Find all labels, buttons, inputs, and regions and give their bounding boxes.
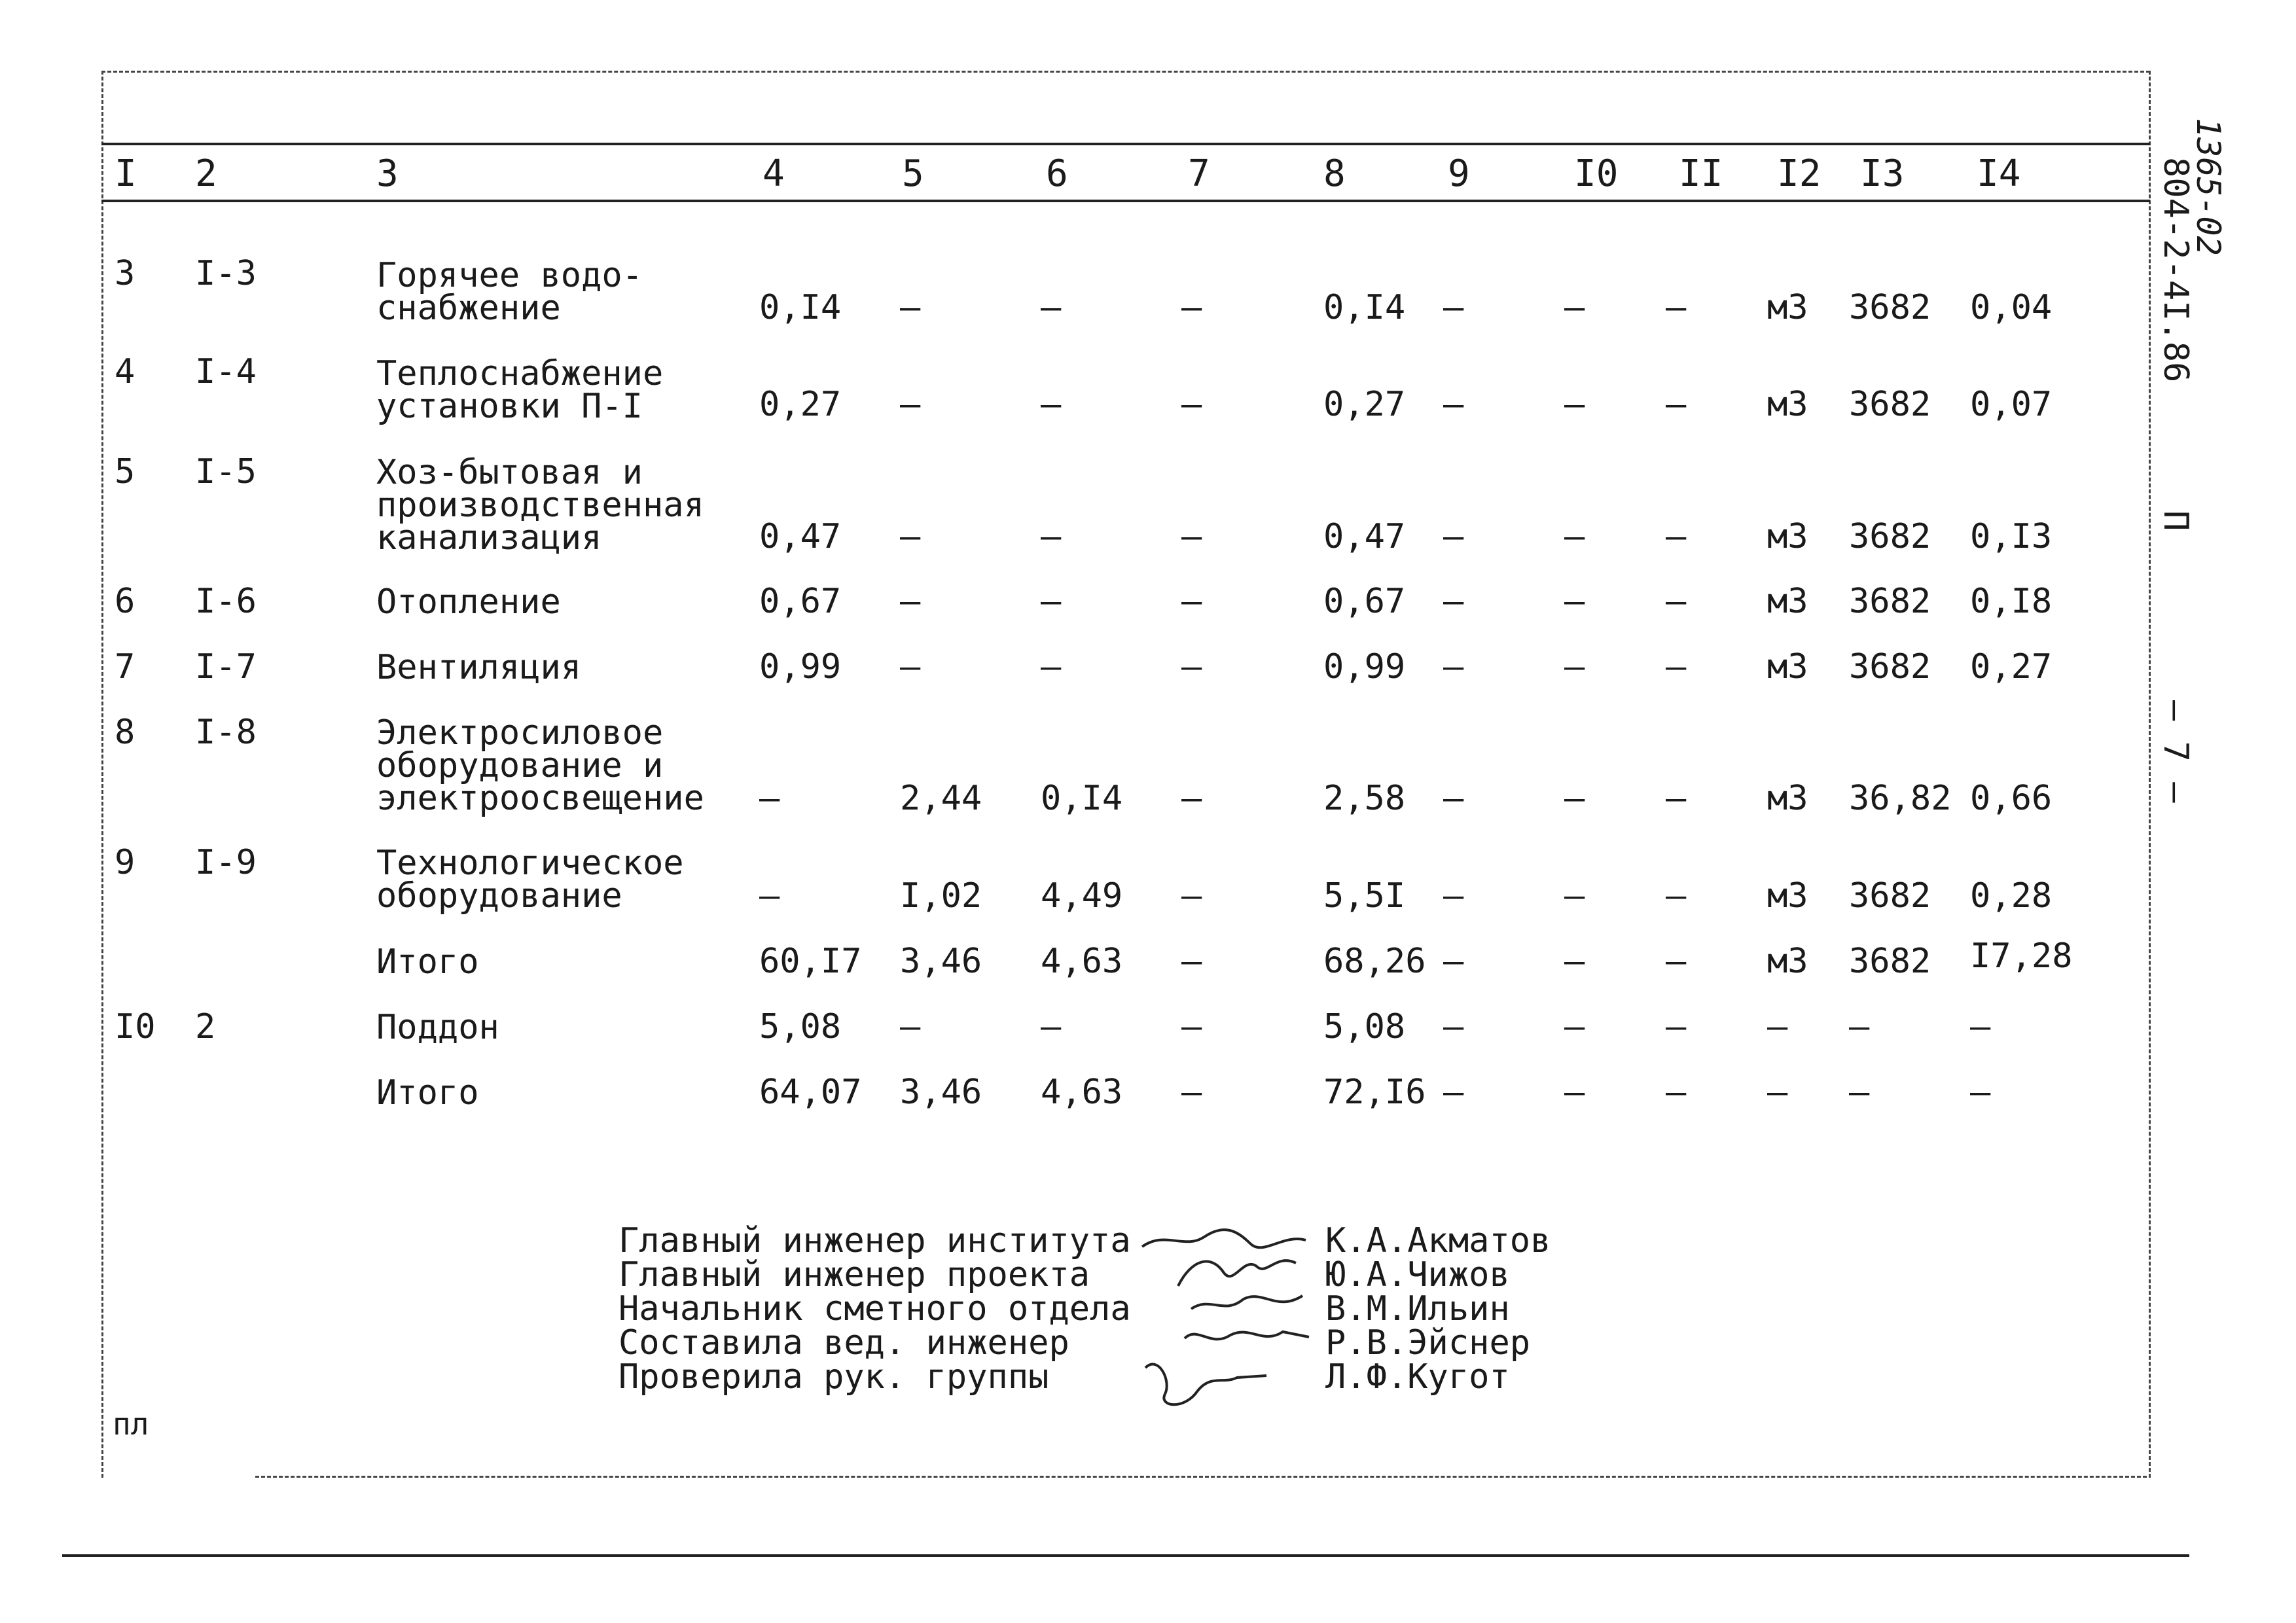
- row-code: I-8: [195, 713, 257, 752]
- section-mark: П: [2156, 510, 2195, 531]
- signer-name: Р.В.Эйснер: [1325, 1323, 1531, 1363]
- signer-role: Главный инженер проекта: [619, 1255, 1090, 1294]
- value-col-6: –: [1041, 288, 1062, 327]
- value-col-5: I,02: [900, 876, 982, 916]
- value-col-11: –: [1666, 385, 1687, 424]
- col-header-1: I: [115, 152, 137, 195]
- value-col-4: 5,08: [759, 1007, 842, 1046]
- row-code: I-3: [195, 254, 257, 293]
- value-col-10: –: [1564, 647, 1585, 687]
- value-col-4: 64,07: [759, 1073, 862, 1112]
- row-number: I0: [115, 1007, 156, 1046]
- signer-name: В.М.Ильин: [1325, 1289, 1510, 1329]
- row-code: I-5: [195, 452, 257, 491]
- value-col-10: –: [1564, 1073, 1585, 1112]
- value-col-14: –: [1970, 1007, 1991, 1046]
- value-col-14: 0,04: [1970, 288, 2053, 327]
- row-name: Поддон: [376, 1008, 499, 1047]
- col-header-6: 6: [1046, 152, 1068, 195]
- row-code: I-9: [195, 843, 257, 882]
- value-col-10: –: [1564, 517, 1585, 556]
- value-col-11: –: [1666, 647, 1687, 687]
- page-bottom-rule: [62, 1554, 2189, 1557]
- value-col-6: –: [1041, 517, 1062, 556]
- value-col-13: –: [1849, 1007, 1870, 1046]
- value-col-13: 3682: [1849, 582, 1931, 621]
- unit: м3: [1767, 288, 1808, 327]
- value-col-10: –: [1564, 779, 1585, 818]
- value-col-11: –: [1666, 779, 1687, 818]
- unit: м3: [1767, 942, 1808, 981]
- value-col-8: 5,08: [1323, 1007, 1406, 1046]
- signer-role: Составила вед. инженер: [619, 1323, 1069, 1363]
- document-code: 804-2-4I.86: [2156, 157, 2195, 383]
- signature-scribble-4: [1178, 1319, 1316, 1355]
- value-col-9: –: [1443, 517, 1464, 556]
- value-col-9: –: [1443, 385, 1464, 424]
- value-col-8: 0,I4: [1323, 288, 1406, 327]
- col-header-11: II: [1679, 152, 1723, 195]
- row-name: Теплоснабжение установки П-I: [376, 354, 664, 426]
- value-col-8: 0,99: [1323, 647, 1406, 687]
- value-col-7: –: [1181, 517, 1202, 556]
- value-col-9: –: [1443, 942, 1464, 981]
- value-col-14: 0,27: [1970, 647, 2053, 687]
- value-col-8: 72,I6: [1323, 1073, 1426, 1112]
- unit: м3: [1767, 779, 1808, 818]
- row-number: 5: [115, 452, 135, 491]
- value-col-4: 0,47: [759, 517, 842, 556]
- row-name: Отопление: [376, 582, 561, 622]
- col-header-3: 3: [376, 152, 399, 195]
- value-col-14: 0,07: [1970, 385, 2053, 424]
- row-number: 9: [115, 843, 135, 882]
- col-header-4: 4: [762, 152, 785, 195]
- value-col-11: –: [1666, 942, 1687, 981]
- value-col-10: –: [1564, 385, 1585, 424]
- row-code: I-7: [195, 647, 257, 687]
- signature-scribble-5: [1139, 1355, 1270, 1414]
- value-col-5: –: [900, 647, 921, 687]
- value-col-5: 3,46: [900, 1073, 982, 1112]
- value-col-4: 0,I4: [759, 288, 842, 327]
- row-number: 3: [115, 254, 135, 293]
- value-col-5: 3,46: [900, 942, 982, 981]
- value-col-13: 36,82: [1849, 779, 1952, 818]
- value-col-6: 0,I4: [1041, 779, 1123, 818]
- value-col-9: –: [1443, 876, 1464, 916]
- value-col-5: –: [900, 517, 921, 556]
- signer-role: Главный инженер института: [619, 1221, 1131, 1260]
- value-col-8: 68,26: [1323, 942, 1426, 981]
- page-number: – 7 –: [2156, 700, 2195, 803]
- col-header-10: I0: [1574, 152, 1619, 195]
- value-col-7: –: [1181, 288, 1202, 327]
- header-bottom-line: [101, 200, 2150, 202]
- row-number: 4: [115, 352, 135, 391]
- value-col-9: –: [1443, 779, 1464, 818]
- value-col-6: –: [1041, 582, 1062, 621]
- signer-name: Л.Ф.Кугот: [1325, 1357, 1510, 1397]
- value-col-13: 3682: [1849, 647, 1931, 687]
- value-col-13: 3682: [1849, 876, 1931, 916]
- signature-scribble-3: [1178, 1283, 1309, 1322]
- value-col-7: –: [1181, 647, 1202, 687]
- footer-mark: пл: [113, 1406, 149, 1442]
- value-col-7: –: [1181, 942, 1202, 981]
- value-col-13: 3682: [1849, 517, 1931, 556]
- value-col-13: –: [1849, 1073, 1870, 1112]
- value-col-4: 0,99: [759, 647, 842, 687]
- signer-role: Начальник сметного отдела: [619, 1289, 1131, 1329]
- value-col-8: 0,47: [1323, 517, 1406, 556]
- value-col-11: –: [1666, 1073, 1687, 1112]
- header-top-line: [101, 143, 2150, 145]
- value-col-11: –: [1666, 288, 1687, 327]
- value-col-4: –: [759, 876, 780, 916]
- col-header-14: I4: [1977, 152, 2021, 195]
- unit: –: [1767, 1007, 1788, 1046]
- value-col-6: –: [1041, 1007, 1062, 1046]
- col-header-2: 2: [195, 152, 217, 195]
- value-col-7: –: [1181, 1073, 1202, 1112]
- unit: м3: [1767, 385, 1808, 424]
- value-col-7: –: [1181, 385, 1202, 424]
- frame-right-border: [2149, 71, 2151, 1478]
- value-col-9: –: [1443, 582, 1464, 621]
- row-name: Горячее водо- снабжение: [376, 256, 643, 328]
- value-col-11: –: [1666, 517, 1687, 556]
- value-col-6: 4,49: [1041, 876, 1123, 916]
- signer-name: К.А.Акматов: [1325, 1221, 1551, 1260]
- col-header-13: I3: [1860, 152, 1905, 195]
- value-col-4: 0,67: [759, 582, 842, 621]
- row-name: Технологическое оборудование: [376, 844, 684, 916]
- value-col-6: 4,63: [1041, 1073, 1123, 1112]
- value-col-14: 0,66: [1970, 779, 2053, 818]
- value-col-10: –: [1564, 1007, 1585, 1046]
- value-col-5: –: [900, 1007, 921, 1046]
- value-col-8: 0,27: [1323, 385, 1406, 424]
- unit: м3: [1767, 517, 1808, 556]
- row-code: 2: [195, 1007, 216, 1046]
- value-col-7: –: [1181, 582, 1202, 621]
- frame-top-border: [101, 71, 2150, 73]
- value-col-14: –: [1970, 1073, 1991, 1112]
- value-col-4: 60,I7: [759, 942, 862, 981]
- frame-bottom-border: [255, 1476, 2147, 1478]
- value-col-4: –: [759, 779, 780, 818]
- unit: м3: [1767, 876, 1808, 916]
- value-col-7: –: [1181, 779, 1202, 818]
- row-number: 7: [115, 647, 135, 687]
- value-col-11: –: [1666, 1007, 1687, 1046]
- value-col-14: 0,I8: [1970, 582, 2053, 621]
- value-col-10: –: [1564, 942, 1585, 981]
- margin-stamp-number: 1365-02: [2189, 118, 2227, 256]
- value-col-7: –: [1181, 876, 1202, 916]
- row-code: I-4: [195, 352, 257, 391]
- value-col-9: –: [1443, 647, 1464, 687]
- row-name: Хоз-бытовая и производственная канализация: [376, 453, 704, 558]
- col-header-7: 7: [1188, 152, 1210, 195]
- value-col-8: 2,58: [1323, 779, 1406, 818]
- col-header-9: 9: [1448, 152, 1470, 195]
- row-name: Вентиляция: [376, 648, 582, 687]
- value-col-11: –: [1666, 582, 1687, 621]
- value-col-14: 0,I3: [1970, 517, 2053, 556]
- row-name: Итого: [376, 1073, 479, 1113]
- value-col-11: –: [1666, 876, 1687, 916]
- value-col-13: 3682: [1849, 385, 1931, 424]
- value-col-10: –: [1564, 288, 1585, 327]
- unit: –: [1767, 1073, 1788, 1112]
- value-col-6: –: [1041, 647, 1062, 687]
- value-col-5: –: [900, 582, 921, 621]
- value-col-13: 3682: [1849, 942, 1931, 981]
- value-col-10: –: [1564, 876, 1585, 916]
- unit: м3: [1767, 647, 1808, 687]
- value-col-10: –: [1564, 582, 1585, 621]
- row-number: 8: [115, 713, 135, 752]
- value-col-13: 3682: [1849, 288, 1931, 327]
- value-col-7: –: [1181, 1007, 1202, 1046]
- value-col-6: –: [1041, 385, 1062, 424]
- unit: м3: [1767, 582, 1808, 621]
- value-col-8: 5,5I: [1323, 876, 1406, 916]
- signer-role: Проверила рук. группы: [619, 1357, 1049, 1397]
- row-name: Итого: [376, 942, 479, 982]
- row-number: 6: [115, 582, 135, 621]
- signer-name: Ю.А.Чижов: [1325, 1255, 1510, 1294]
- value-col-5: –: [900, 385, 921, 424]
- col-header-8: 8: [1323, 152, 1346, 195]
- col-header-5: 5: [902, 152, 924, 195]
- row-name: Электросиловое оборудование и электроосвещение: [376, 713, 704, 818]
- value-col-4: 0,27: [759, 385, 842, 424]
- row-code: I-6: [195, 582, 257, 621]
- value-col-9: –: [1443, 1007, 1464, 1046]
- frame-left-border: [101, 71, 103, 1478]
- value-col-5: –: [900, 288, 921, 327]
- value-col-9: –: [1443, 1073, 1464, 1112]
- col-header-12: I2: [1777, 152, 1821, 195]
- value-col-14: I7,28: [1970, 936, 2073, 976]
- value-col-6: 4,63: [1041, 942, 1123, 981]
- value-col-9: –: [1443, 288, 1464, 327]
- value-col-5: 2,44: [900, 779, 982, 818]
- value-col-8: 0,67: [1323, 582, 1406, 621]
- value-col-14: 0,28: [1970, 876, 2053, 916]
